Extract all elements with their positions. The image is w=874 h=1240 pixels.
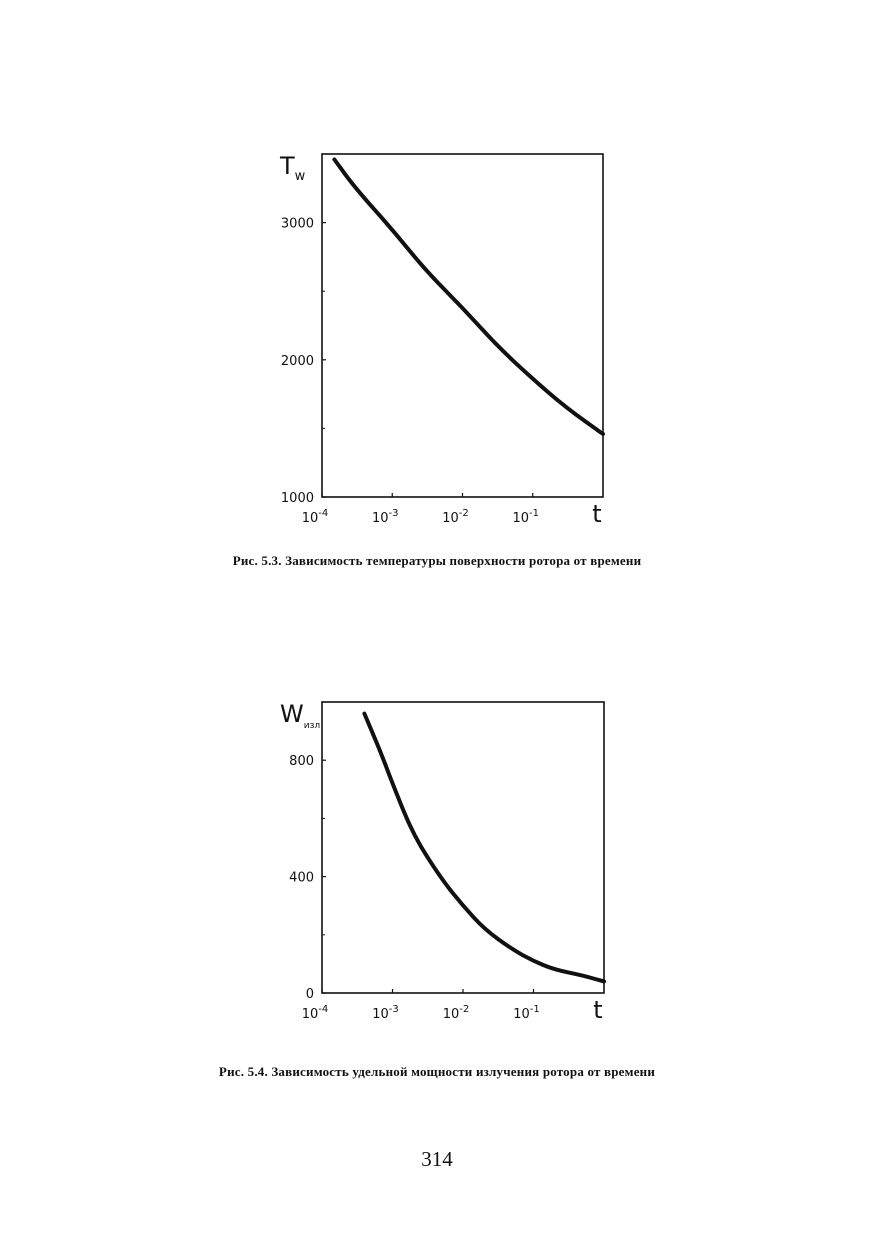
y-tick-label: 2000 [280, 353, 314, 369]
x-tick-label: $10^{-4}$ [301, 508, 329, 526]
x-tick-label: $10^{-3}$ [371, 508, 399, 526]
caption-5-3: Рис. 5.3. Зависимость температуры поверхности ротора от времени [232, 553, 642, 568]
x-axis-label: t [593, 996, 603, 1024]
x-tick-label: $10^{-1}$ [513, 1004, 540, 1022]
x-tick-label: $10^{-2}$ [442, 508, 469, 526]
y-axis-label: $T_w$ [280, 152, 306, 184]
y-tick-label: 800 [289, 754, 314, 770]
x-tick-label: $10^{-3}$ [372, 1004, 399, 1022]
page-number: 314 [421, 1147, 453, 1171]
series-line [364, 714, 604, 982]
caption-5-4: Рис. 5.4. Зависимость удельной мощности излучения ротора от времени [218, 1064, 656, 1079]
plot-frame [322, 702, 604, 993]
y-tick-label: 400 [289, 870, 314, 886]
x-tick-label: $10^{-4}$ [301, 1004, 329, 1022]
y-tick-label: 3000 [280, 216, 314, 232]
y-axis-label: $W_{изл}$ [280, 700, 321, 731]
x-axis-label: t [592, 500, 602, 528]
y-tick-label: 0 [305, 987, 314, 1002]
x-tick-label: $10^{-2}$ [442, 1004, 470, 1022]
y-tick-label: 1000 [280, 491, 314, 506]
x-tick-label: $10^{-1}$ [512, 508, 540, 526]
